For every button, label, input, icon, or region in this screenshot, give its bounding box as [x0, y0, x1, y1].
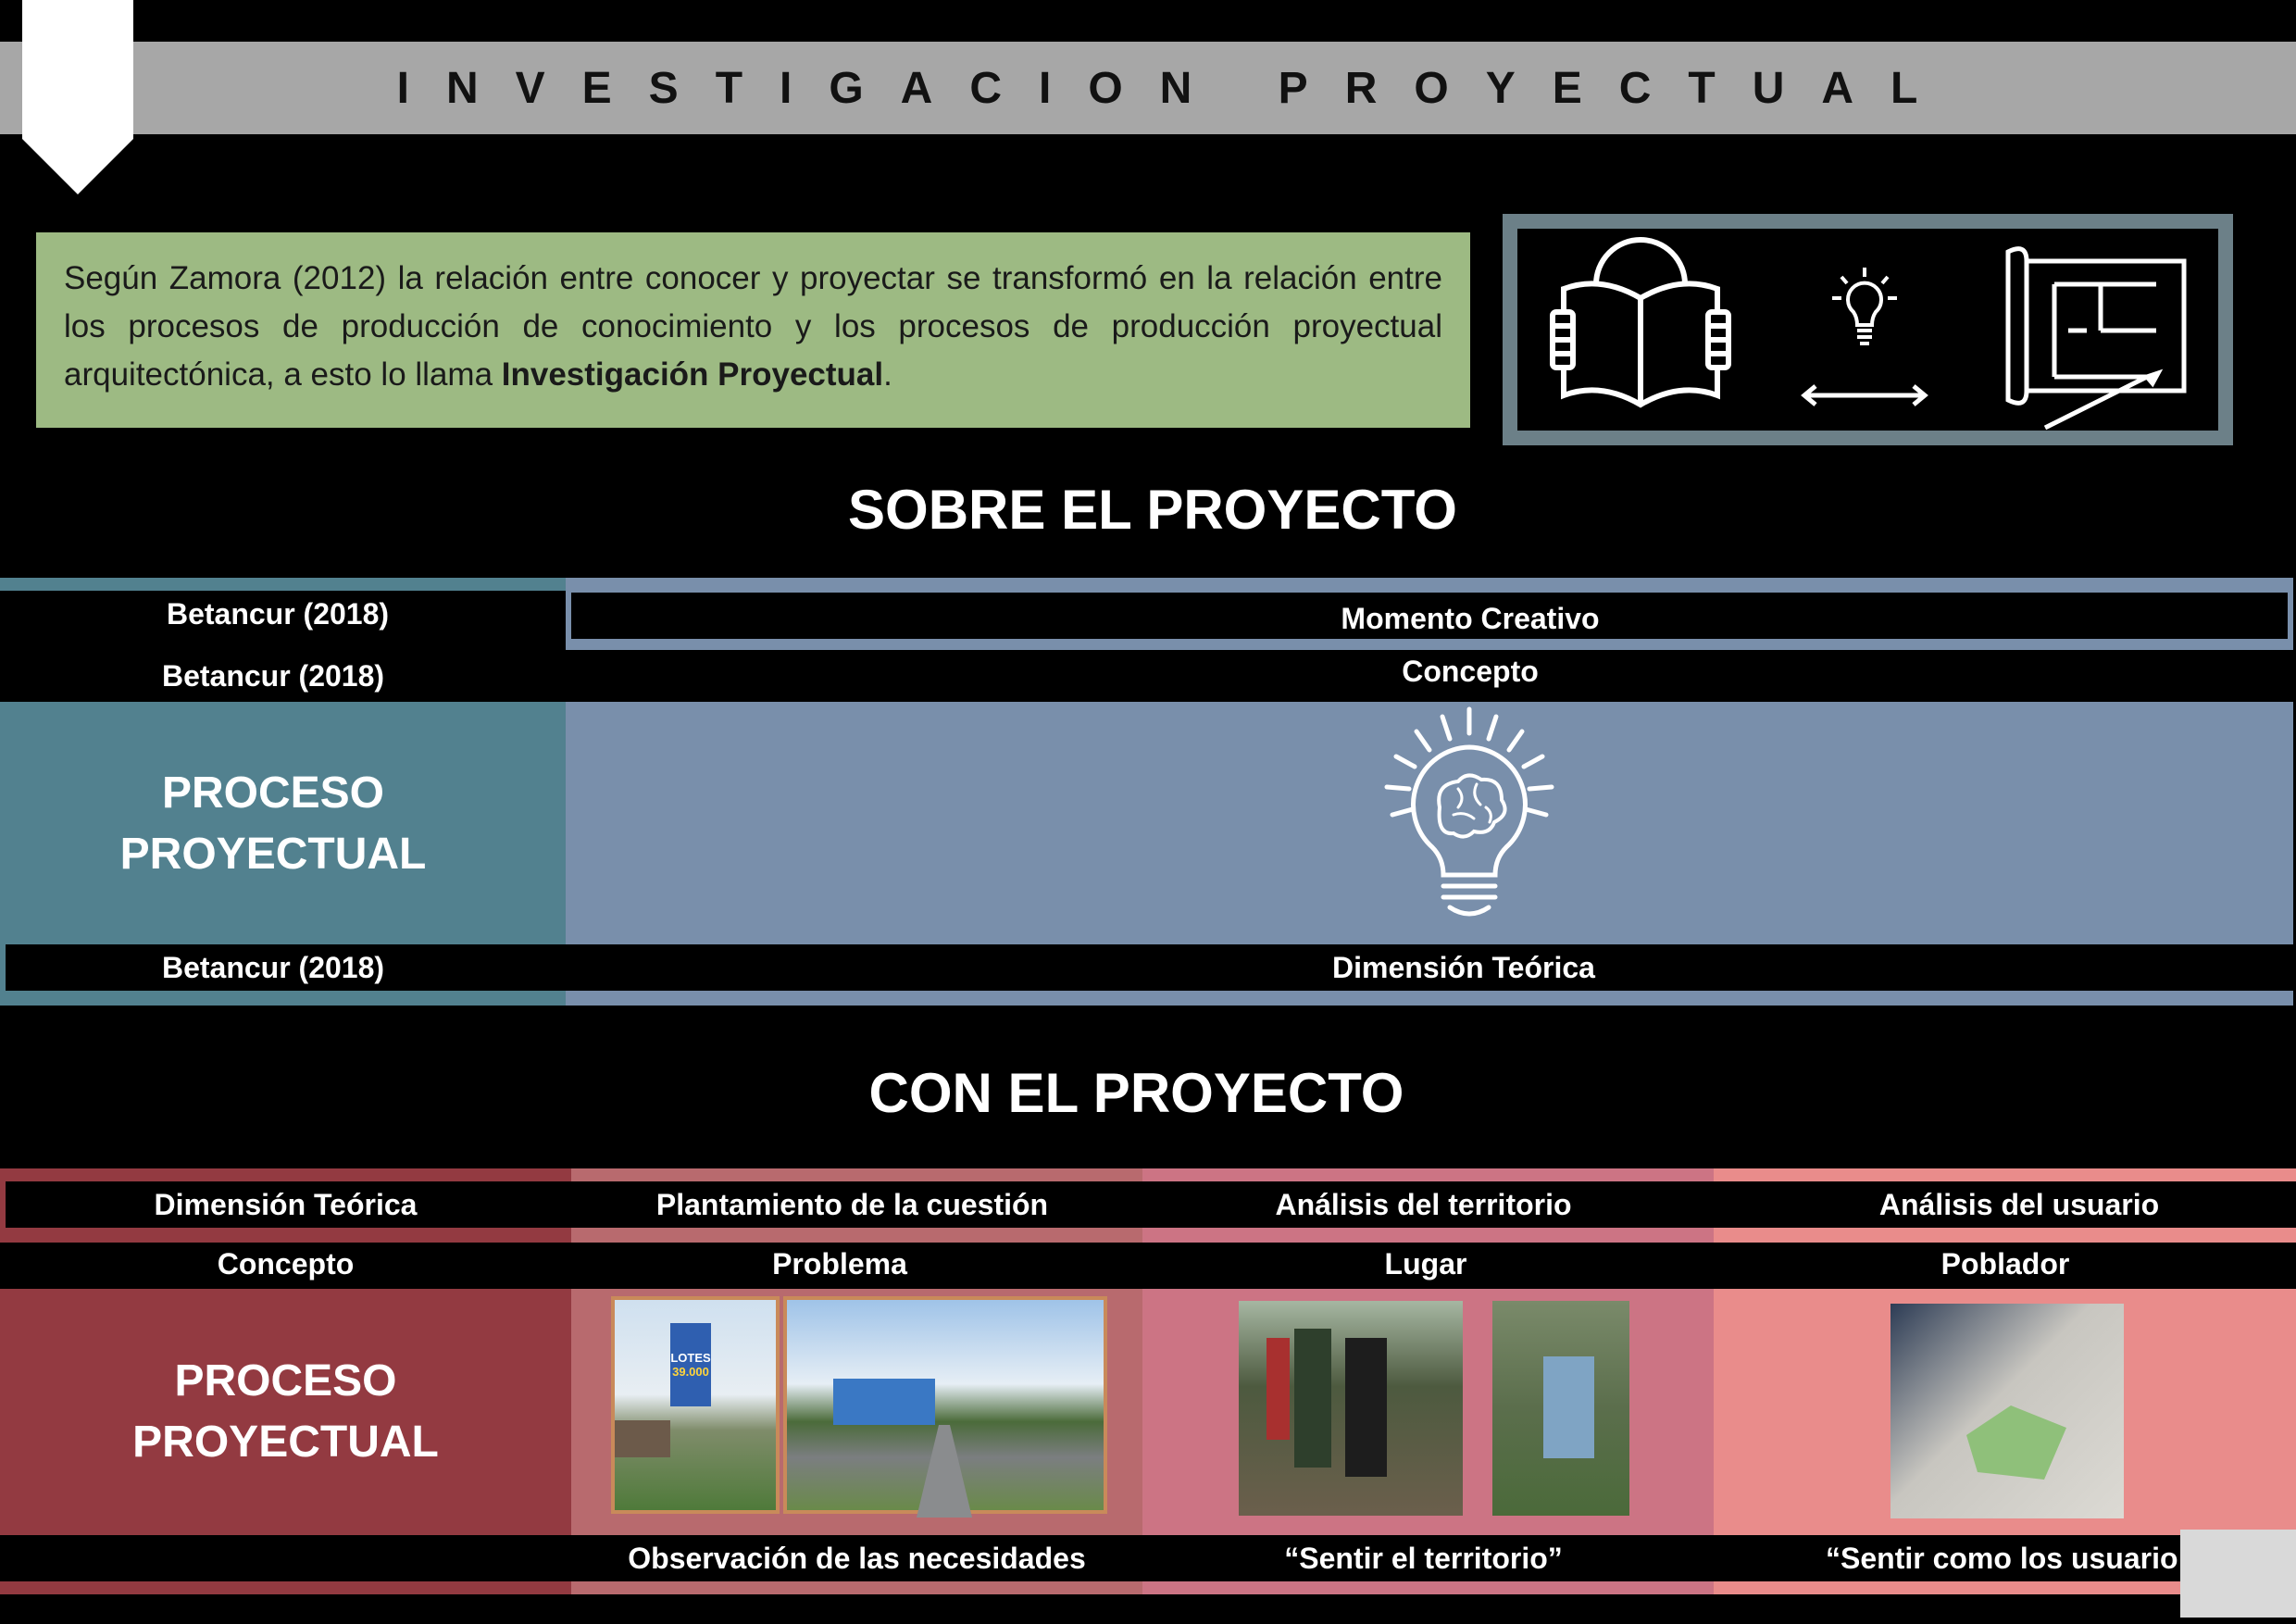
t1-process-label — [0, 759, 546, 889]
photo-person-3 — [1267, 1338, 1290, 1440]
photo-lots-sign — [611, 1296, 780, 1514]
photo-sign-price: 39.000 — [672, 1365, 709, 1379]
photo-road — [917, 1425, 972, 1518]
t2-process-label — [0, 1347, 571, 1477]
photo-person-1 — [1294, 1329, 1331, 1468]
blueprint-icon — [2008, 249, 2184, 428]
t2-sub-col4: Poblador — [1940, 1246, 2070, 1280]
page-title: INVESTIGACION PROYECTUAL — [396, 63, 1955, 113]
bookmark-icon — [22, 0, 133, 194]
intro-bold-term: Investigación Proyectual — [501, 356, 884, 393]
t2-process-line1: PROCESO — [174, 1356, 397, 1405]
t1-row4-right-label: Dimensión Teórica — [1332, 950, 1595, 984]
reading-book-icon — [1553, 240, 1728, 405]
t2-header-col3: Análisis del territorio — [1275, 1187, 1572, 1221]
t1-row1-left-label: Betancur (2018) — [166, 596, 390, 631]
t1-row2-left-label: Betancur (2018) — [161, 658, 385, 693]
corner-block — [2180, 1530, 2296, 1618]
t1-row1-right-label: Momento Creativo — [1341, 601, 1600, 635]
section-title-sobre: SOBRE EL PROYECTO — [848, 478, 1457, 541]
photo-person-4 — [1543, 1356, 1594, 1458]
photo-user-map — [1890, 1304, 2124, 1518]
icon-frame — [1503, 214, 2233, 445]
section-title-con: CON EL PROYECTO — [868, 1061, 1404, 1124]
photo-territory-visit — [1239, 1301, 1463, 1516]
t2-footer-col3: “Sentir el territorio” — [1284, 1541, 1563, 1575]
intro-text-end: . — [883, 356, 892, 393]
intro-paragraph — [36, 232, 1470, 428]
concept-icons — [1517, 229, 2218, 431]
photo-sign — [670, 1323, 711, 1406]
photo-map-area — [1955, 1405, 2066, 1480]
t2-header-col1: Dimensión Teórica — [154, 1187, 418, 1221]
t2-footer-col4: “Sentir como los usuario — [1826, 1542, 2178, 1575]
t1-process-line1: PROCESO — [161, 768, 385, 818]
photo-street — [783, 1296, 1107, 1514]
photo-territory-plant — [1492, 1301, 1629, 1516]
t2-sub-col3: Lugar — [1384, 1246, 1467, 1280]
photo-person-2 — [1345, 1338, 1387, 1477]
t2-footer-col2: Observación de las necesidades — [628, 1541, 1086, 1575]
brain-lightbulb-icon — [1361, 706, 1578, 918]
t1-row4-left-label: Betancur (2018) — [161, 950, 385, 984]
t2-sub-col2: Problema — [772, 1246, 907, 1280]
double-arrow-icon — [1804, 386, 1925, 405]
t1-row2-right-label: Concepto — [1402, 654, 1539, 688]
photo-house — [615, 1420, 670, 1457]
t2-header-col4: Análisis del usuario — [1878, 1187, 2160, 1221]
t2-sub-col1: Concepto — [217, 1246, 355, 1280]
intro-text: Según Zamora (2012) la relación entre conocer y proyectar se transformó en la relación entre los procesos de producción de conocimiento y los procesos de producción proyectual arquitectónica, a esto lo llama — [64, 260, 1442, 393]
t1-process-line2: PROYECTUAL — [119, 830, 427, 879]
lightbulb-icon — [1832, 268, 1897, 344]
photo-sign-text: LOTES — [670, 1351, 711, 1365]
t2-process-line2: PROYECTUAL — [132, 1418, 439, 1467]
photo-billboard — [833, 1379, 935, 1425]
t2-header-col2: Plantamiento de la cuestión — [655, 1187, 1049, 1221]
